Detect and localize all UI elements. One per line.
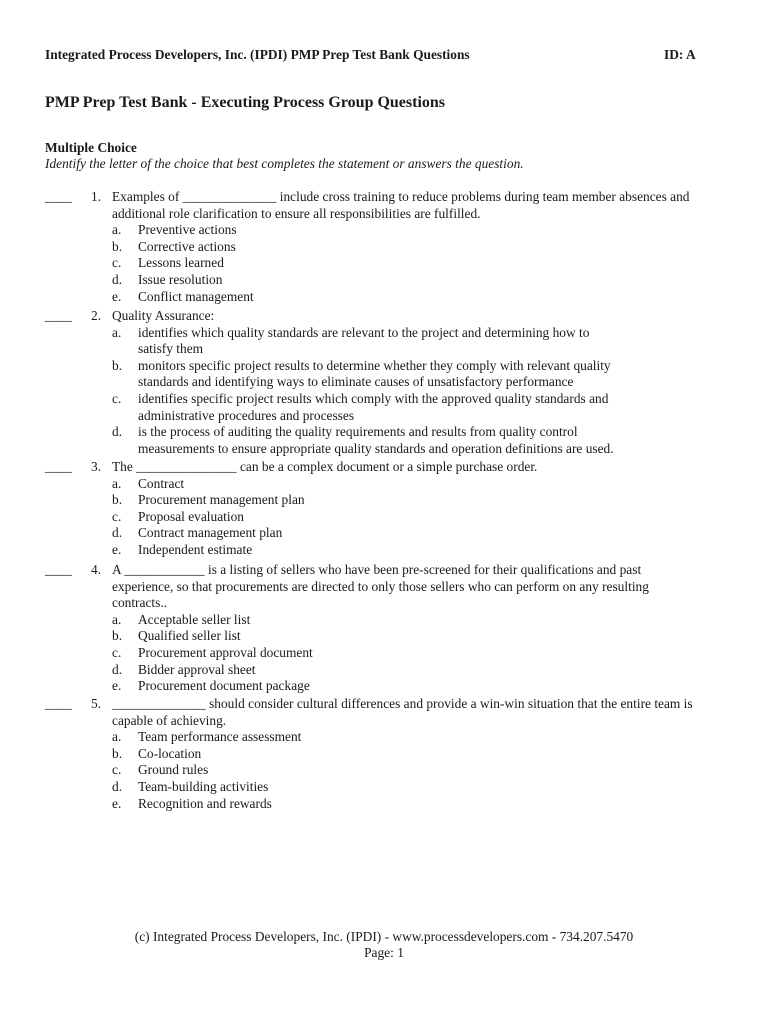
question-number: 4. [91, 562, 102, 577]
choice-letter: d. [112, 525, 123, 541]
choice-letter: e. [112, 288, 122, 304]
choice-text: Ground rules [138, 762, 209, 778]
choice-text: Acceptable seller list [138, 611, 251, 627]
choice-text: Team performance assessment [138, 729, 302, 745]
choice-text: Qualified seller list [138, 628, 241, 644]
choice-letter: e. [112, 795, 122, 811]
choice-text: measurements to ensure appropriate quality standards and operation definitions are used. [138, 440, 614, 456]
choice-text: identifies specific project results which comply with the approved quality standards and [138, 391, 609, 406]
choice-text: Co-location [138, 745, 202, 761]
choice-letter: e. [112, 678, 122, 694]
question-stem-line: capable of achieving. [112, 712, 227, 728]
question-stem-line: Quality Assurance: [112, 308, 215, 323]
question-number: 5. [91, 696, 102, 711]
running-header-id: ID: A [664, 47, 696, 62]
choice-letter: a. [112, 324, 122, 340]
choice-letter: b. [112, 492, 123, 508]
answer-blank[interactable]: ____ [45, 696, 72, 711]
choice-letter: c. [112, 391, 122, 406]
choice-text: Lessons learned [138, 255, 224, 271]
choice-letter: d. [112, 779, 123, 794]
question-stem-line: contracts.. [112, 595, 168, 611]
choice-text: identifies which quality standards are relevant to the project and determining how to [138, 324, 590, 340]
running-header-title: Integrated Process Developers, Inc. (IPDI) PMP Prep Test Bank Questions [45, 47, 470, 62]
choice-text: is the process of auditing the quality requirements and results from quality control [138, 424, 578, 440]
choice-letter: d. [112, 661, 123, 677]
answer-blank[interactable]: ____ [45, 459, 72, 474]
choice-text: satisfy them [138, 341, 204, 357]
choice-letter: c. [112, 255, 122, 271]
choice-letter: a. [112, 222, 122, 238]
question-stem-line: Examples of ______________ include cross training to reduce problems during team member absences and [112, 189, 690, 204]
answer-blank[interactable]: ____ [45, 189, 72, 204]
footer-copyright: (c) Integrated Process Developers, Inc. (IPDI) - www.processdevelopers.com - 734.207.5470 [134, 929, 634, 944]
choice-letter: e. [112, 542, 122, 557]
question-stem-line: additional role clarification to ensure all responsibilities are fulfilled. [112, 205, 481, 221]
choice-text: administrative procedures and processes [138, 407, 355, 423]
choice-letter: a. [112, 475, 122, 491]
answer-blank[interactable]: ____ [45, 562, 72, 577]
choice-text: Recognition and rewards [138, 795, 272, 811]
question-stem-line: ______________ should consider cultural differences and provide a win-win situation that the entire team is [112, 696, 693, 711]
question-number: 2. [91, 308, 102, 323]
choice-letter: b. [112, 238, 123, 254]
choice-text: Conflict management [138, 288, 254, 304]
choice-text: Issue resolution [138, 272, 223, 287]
choice-text: Contract [138, 475, 185, 491]
choice-letter: b. [112, 357, 123, 373]
choice-text: Team-building activities [138, 779, 269, 794]
choice-text: standards and identifying ways to eliminate causes of unsatisfactory performance [138, 374, 574, 390]
choice-text: Corrective actions [138, 238, 236, 254]
choice-letter: c. [112, 645, 122, 660]
section-heading: Multiple Choice [45, 140, 137, 155]
choice-text: Contract management plan [138, 525, 283, 541]
question-number: 1. [91, 189, 102, 204]
choice-text: Procurement document package [138, 678, 310, 694]
choice-text: Procurement management plan [138, 492, 305, 508]
answer-blank[interactable]: ____ [45, 308, 72, 323]
choice-text: Bidder approval sheet [138, 661, 256, 677]
section-instruction: Identify the letter of the choice that best completes the statement or answers the question. [45, 156, 524, 171]
choice-letter: b. [112, 628, 123, 644]
choice-text: monitors specific project results to determine whether they comply with relevant quality [138, 357, 611, 373]
question-stem-line: experience, so that procurements are directed to only those sellers who can perform on any resulting [112, 578, 649, 594]
choice-letter: a. [112, 729, 122, 745]
choice-text: Procurement approval document [138, 645, 313, 660]
question-stem-line: The _______________ can be a complex document or a simple purchase order. [112, 459, 538, 474]
choice-letter: c. [112, 762, 122, 778]
question-stem-line: A ____________ is a listing of sellers who have been pre-screened for their qualifications and past [112, 562, 642, 577]
choice-letter: d. [112, 424, 123, 440]
choice-letter: a. [112, 611, 122, 627]
footer-page-number: Page: 1 [364, 945, 404, 960]
choice-letter: c. [112, 508, 122, 524]
choice-text: Proposal evaluation [138, 508, 244, 524]
choice-text: Independent estimate [138, 542, 253, 557]
question-number: 3. [91, 459, 102, 474]
choice-text: Preventive actions [138, 222, 237, 238]
page-title: PMP Prep Test Bank - Executing Process Group Questions [45, 94, 446, 111]
choice-letter: d. [112, 272, 123, 287]
choice-letter: b. [112, 745, 123, 761]
